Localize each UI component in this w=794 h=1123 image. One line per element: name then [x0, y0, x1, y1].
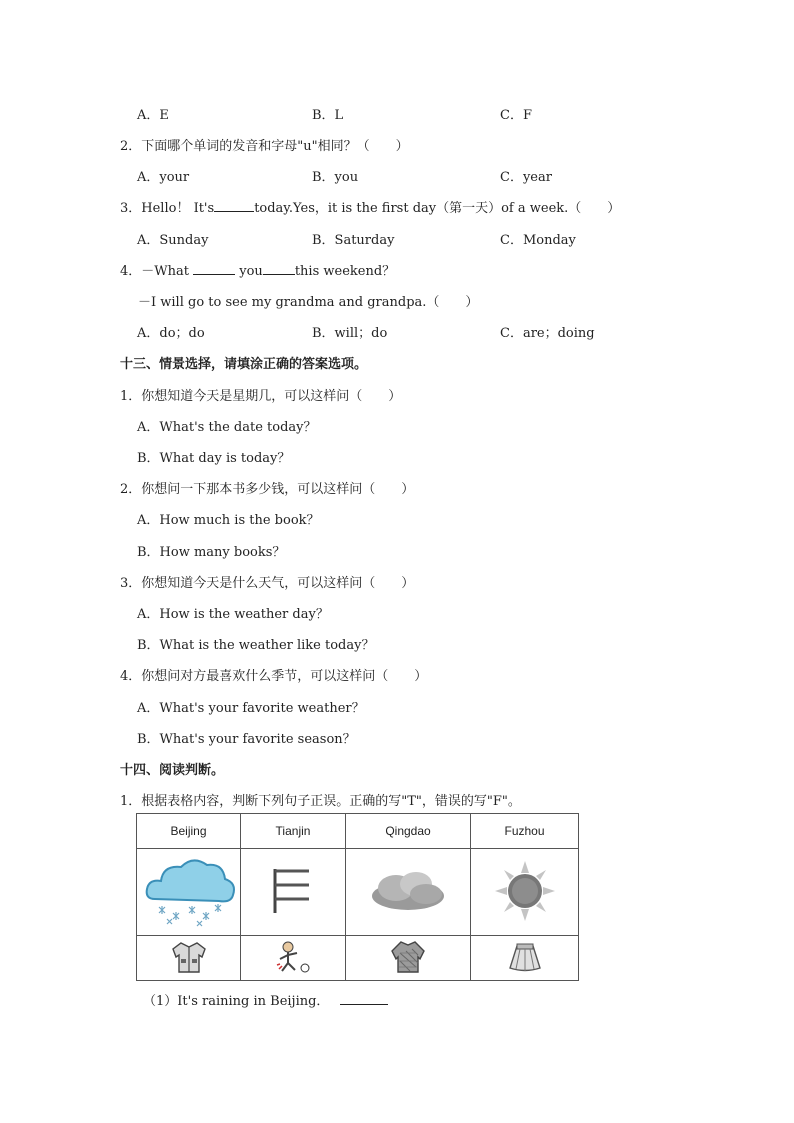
answer-line: －I will go to see my grandma and grandpa.（ ） [138, 295, 479, 310]
question-stem: 2．下面哪个单词的发音和字母"u"相同？（ ） [120, 139, 409, 154]
question-stem: 2．你想问一下那本书多少钱，可以这样问（ ） [120, 482, 415, 497]
weather-table [136, 813, 579, 981]
clothing-cell [241, 936, 346, 981]
child-playing-icon [271, 939, 315, 975]
weather-cell [241, 849, 346, 936]
option-c: C．are；doing [500, 326, 595, 341]
city-fuzhou: Fuzhou [471, 814, 579, 849]
city-qingdao: Qingdao [346, 814, 471, 849]
section-title: 十三、情景选择，请填涂正确的答案选项。 [120, 357, 368, 372]
answer-blank[interactable] [340, 1004, 388, 1005]
answer-blank[interactable] [193, 274, 235, 275]
section-title: 十四、阅读判断。 [120, 763, 225, 778]
option-a: A．How is the weather day？ [137, 607, 329, 622]
answer-blank[interactable] [214, 211, 254, 212]
option-c: C．year [500, 170, 552, 185]
jacket-icon [169, 939, 209, 975]
option-b: B．Saturday [312, 233, 395, 248]
sweater-icon [388, 939, 428, 975]
option-c: C．Monday [500, 233, 576, 248]
city-tianjin: Tianjin [241, 814, 346, 849]
clothing-cell [471, 936, 579, 981]
statement: （1）It's raining in Beijing． [143, 990, 388, 1009]
option-a: A．do；do [137, 326, 205, 341]
cloud-snow-icon [141, 851, 237, 931]
question-stem: 4．－What you this weekend？ [120, 264, 396, 279]
city-beijing: Beijing [137, 814, 241, 849]
sunny-icon [493, 859, 557, 923]
question-stem: 1．你想知道今天是星期几，可以这样问（ ） [120, 389, 402, 404]
option-b: B．L [312, 108, 344, 123]
option-b: B．How many books？ [137, 545, 286, 560]
weather-cell [137, 849, 241, 936]
option-b: B．What's your favorite season？ [137, 732, 356, 747]
question-stem: 3．Hello！ It's today.Yes，it is the first day（第一天）of a week.（ ） [120, 201, 621, 216]
wind-icon [263, 861, 323, 921]
weather-cell [346, 849, 471, 936]
option-a: A．How much is the book？ [137, 513, 320, 528]
clothing-cell [137, 936, 241, 981]
question-stem: 3．你想知道今天是什么天气，可以这样问（ ） [120, 576, 415, 591]
instruction: 1．根据表格内容，判断下列句子正误。正确的写"T"，错误的写"F"。 [120, 794, 521, 809]
cloudy-icon [366, 866, 450, 916]
option-a: A．your [137, 170, 190, 185]
option-b: B．will；do [312, 326, 388, 341]
option-a: A．What's your favorite weather？ [137, 701, 365, 716]
option-a: A．Sunday [137, 233, 209, 248]
option-a: A．E [137, 108, 169, 123]
weather-cell [471, 849, 579, 936]
question-stem: 4．你想问对方最喜欢什么季节，可以这样问（ ） [120, 669, 428, 684]
skirt-icon [505, 940, 545, 974]
option-b: B．What day is today？ [137, 451, 291, 466]
option-b: B．What is the weather like today？ [137, 638, 375, 653]
option-b: B．you [312, 170, 359, 185]
option-a: A．What's the date today？ [137, 420, 317, 435]
option-c: C．F [500, 108, 532, 123]
clothing-cell [346, 936, 471, 981]
answer-blank[interactable] [263, 274, 295, 275]
